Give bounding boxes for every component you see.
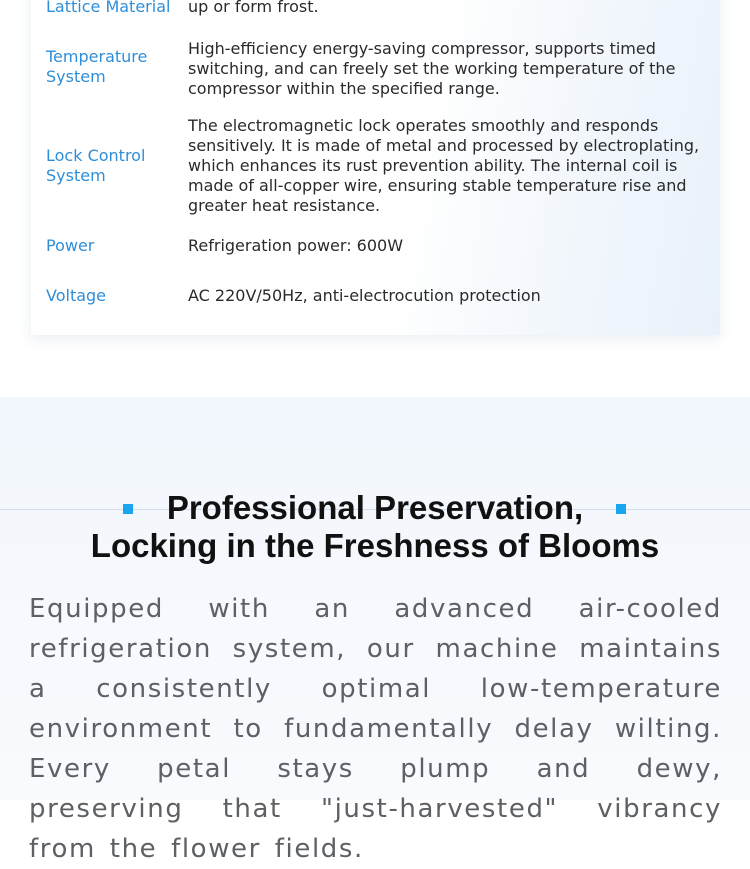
section-headline — [0, 489, 750, 565]
headline-line-2: Locking in the Freshness of Blooms — [90, 527, 660, 564]
section-body-text: Equipped with an advanced air-cooled refrigeration system, our machine maintains a consistently optimal low-temperature environment to fundamentally delay wilting. Every petal stays plump and dewy, preserving that "just-harvested" vibrancy from the flower fields. — [29, 594, 722, 864]
spec-value: The electromagnetic lock operates smoothly and responds sensitively. It is made of metal and processed by electroplating, which enhances its rust prevention ability. The internal coil is made of all-copper wire, ensuring stable temperature rise and greater heat resistance. — [188, 116, 700, 215]
spec-value: up or form frost. — [188, 0, 319, 16]
spec-value: Refrigeration power: 600W — [188, 236, 404, 255]
headline-line-1: Professional Preservation, — [166, 489, 584, 526]
spec-label: Voltage — [46, 286, 107, 305]
spec-label: Power — [46, 236, 95, 255]
spec-label: Lock Control System — [46, 146, 146, 185]
spec-label: Lattice Material — [46, 0, 171, 16]
preservation-section — [0, 397, 750, 864]
spec-table-card — [31, 0, 720, 335]
spec-label: Temperature System — [46, 47, 148, 86]
spec-value: High-efficiency energy-saving compressor, supports timed switching, and can freely set the working temperature of the compressor within the specified range. — [188, 39, 676, 98]
spec-value: AC 220V/50Hz, anti-electrocution protection — [188, 286, 541, 305]
spec-section — [0, 0, 750, 397]
